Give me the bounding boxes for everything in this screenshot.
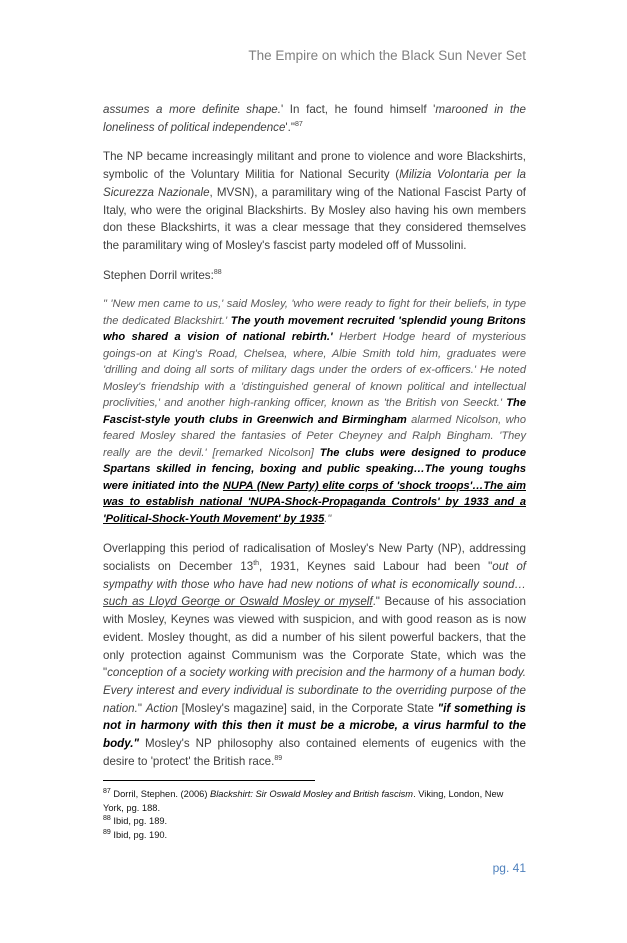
running-header: The Empire on which the Black Sun Never Set <box>248 48 526 63</box>
text-run: Action <box>145 701 178 715</box>
text-run: " <box>137 701 146 715</box>
text-run: The youth movement recruited 'splendid young Britons who shared a vision of national rebirth.' <box>103 314 526 344</box>
text-run: Dorril, Stephen. (2006) <box>110 789 211 799</box>
footnote-ref: 89 <box>103 828 111 836</box>
paragraph <box>103 267 526 285</box>
block-quote <box>103 296 526 527</box>
footnote-ref: 88 <box>103 815 111 823</box>
footnote-ref: 89 <box>274 754 283 762</box>
text-run: Ibid, pg. 190. <box>110 829 168 840</box>
paragraph <box>103 540 526 770</box>
text-run: Mosley's NP philosophy also contained elements of eugenics with the desire to 'protect' the British race. <box>103 737 526 768</box>
footnote-divider <box>103 780 315 781</box>
body-text <box>103 101 526 782</box>
text-run: ." Because of his association with Mosley, Keynes was viewed with suspicion, and with good reason as is now evident. Mosley thought, as did a number of his silent powerful backers, that the only protection against Communism was the Corporate State, which was the " <box>103 595 526 680</box>
footnotes <box>103 788 526 842</box>
text-run: '." <box>285 120 295 134</box>
footnote-ref: 88 <box>213 268 222 276</box>
footnote-ref: 87 <box>103 787 111 795</box>
footnote <box>103 829 526 843</box>
text-run: The Fascist-style youth clubs in Greenwich and Birmingham <box>103 397 526 426</box>
text-run: Overlapping this period of radicalisation of Mosley's New Party (NP), addressing socialists on December 13 <box>103 542 526 574</box>
footnote-ref: th <box>253 560 260 568</box>
text-run: Ibid, pg. 189. <box>110 816 168 827</box>
text-run: The NP became increasingly militant and prone to violence and wore Blackshirts, symbolic of the Voluntary Militia for National Security ( <box>103 150 526 182</box>
paragraph <box>103 148 526 254</box>
text-run: " 'New men came to us,' said Mosley, 'who were ready to fight for their beliefs, in type the dedicated Blackshirt.' <box>103 298 526 327</box>
text-run: ' In fact, he found himself ' <box>280 103 436 116</box>
text-run: Blackshirt: Sir Oswald Mosley and British fascism <box>210 789 414 799</box>
text-run: Herbert Hodge heard of mysterious goings-on at King's Road, Chelsea, where, Albie Smith told him, graduates were 'drilling and doing all sorts of military dags under the orders of ex-officers.' He noted Mosley's friendship with a 'distinguished general of known political and intellectual proclivities,' and another high-ranking officer, known as 'the British von Seeckt.' <box>103 331 526 410</box>
footnote-ref: 87 <box>294 120 303 128</box>
text-run: . Viking, London, New York, pg. 188. <box>103 789 504 813</box>
text-run: conception of a society working with precision and the harmony of a human body. Every interest and every individual is subordinate to the overriding purpose of the nation. <box>103 666 526 715</box>
text-run: , MVSN), a paramilitary wing of the National Fascist Party of Italy, who were the original Blackshirts. By Mosley also having his own members don these Blackshirts, it was a clear message that they considered themselves the paramilitary wing of Mosley's fascist party modeled off of Mussolini. <box>103 185 527 252</box>
footnote <box>103 815 526 829</box>
text-run: [Mosley's magazine] said, in the Corporate State <box>177 701 438 715</box>
text-run: out of sympathy with those who have had new notions of what is economically sound… <box>103 560 527 591</box>
text-run: such as Lloyd George or Oswald Mosley or myself <box>103 595 373 609</box>
text-run: ." <box>324 512 332 525</box>
text-run: alarmed Nicolson, who feared Mosley shared the fantasies of Peter Cheyney and Ralph Bingham. 'They really are the devil.' [remarked Nicolson] <box>103 413 526 459</box>
text-run: assumes a more definite shape. <box>103 103 281 116</box>
text-run: marooned in the loneliness of political independence <box>103 103 526 134</box>
page-number: pg. 41 <box>492 861 526 875</box>
text-run: Stephen Dorril writes: <box>103 268 214 282</box>
paragraph <box>103 101 526 136</box>
text-run: NUPA (New Party) elite corps of 'shock troops'…The aim was to establish national 'NUPA-Shock-Propaganda Controls' by 1933 and a 'Political-Shock-Youth Movement' by 1935 <box>103 479 526 525</box>
text-run: The clubs were designed to produce Spartans skilled in fencing, boxing and public speaking…The young toughs were initiated into the <box>103 446 526 492</box>
text-run: , 1931, Keynes said Labour had been " <box>259 560 493 574</box>
text-run: Milizia Volontaria per la Sicurezza Nazionale <box>103 168 526 199</box>
footnote <box>103 788 526 815</box>
text-run: "if something is not in harmony with this then it must be a microbe, a virus harmful to the body." <box>103 701 526 751</box>
